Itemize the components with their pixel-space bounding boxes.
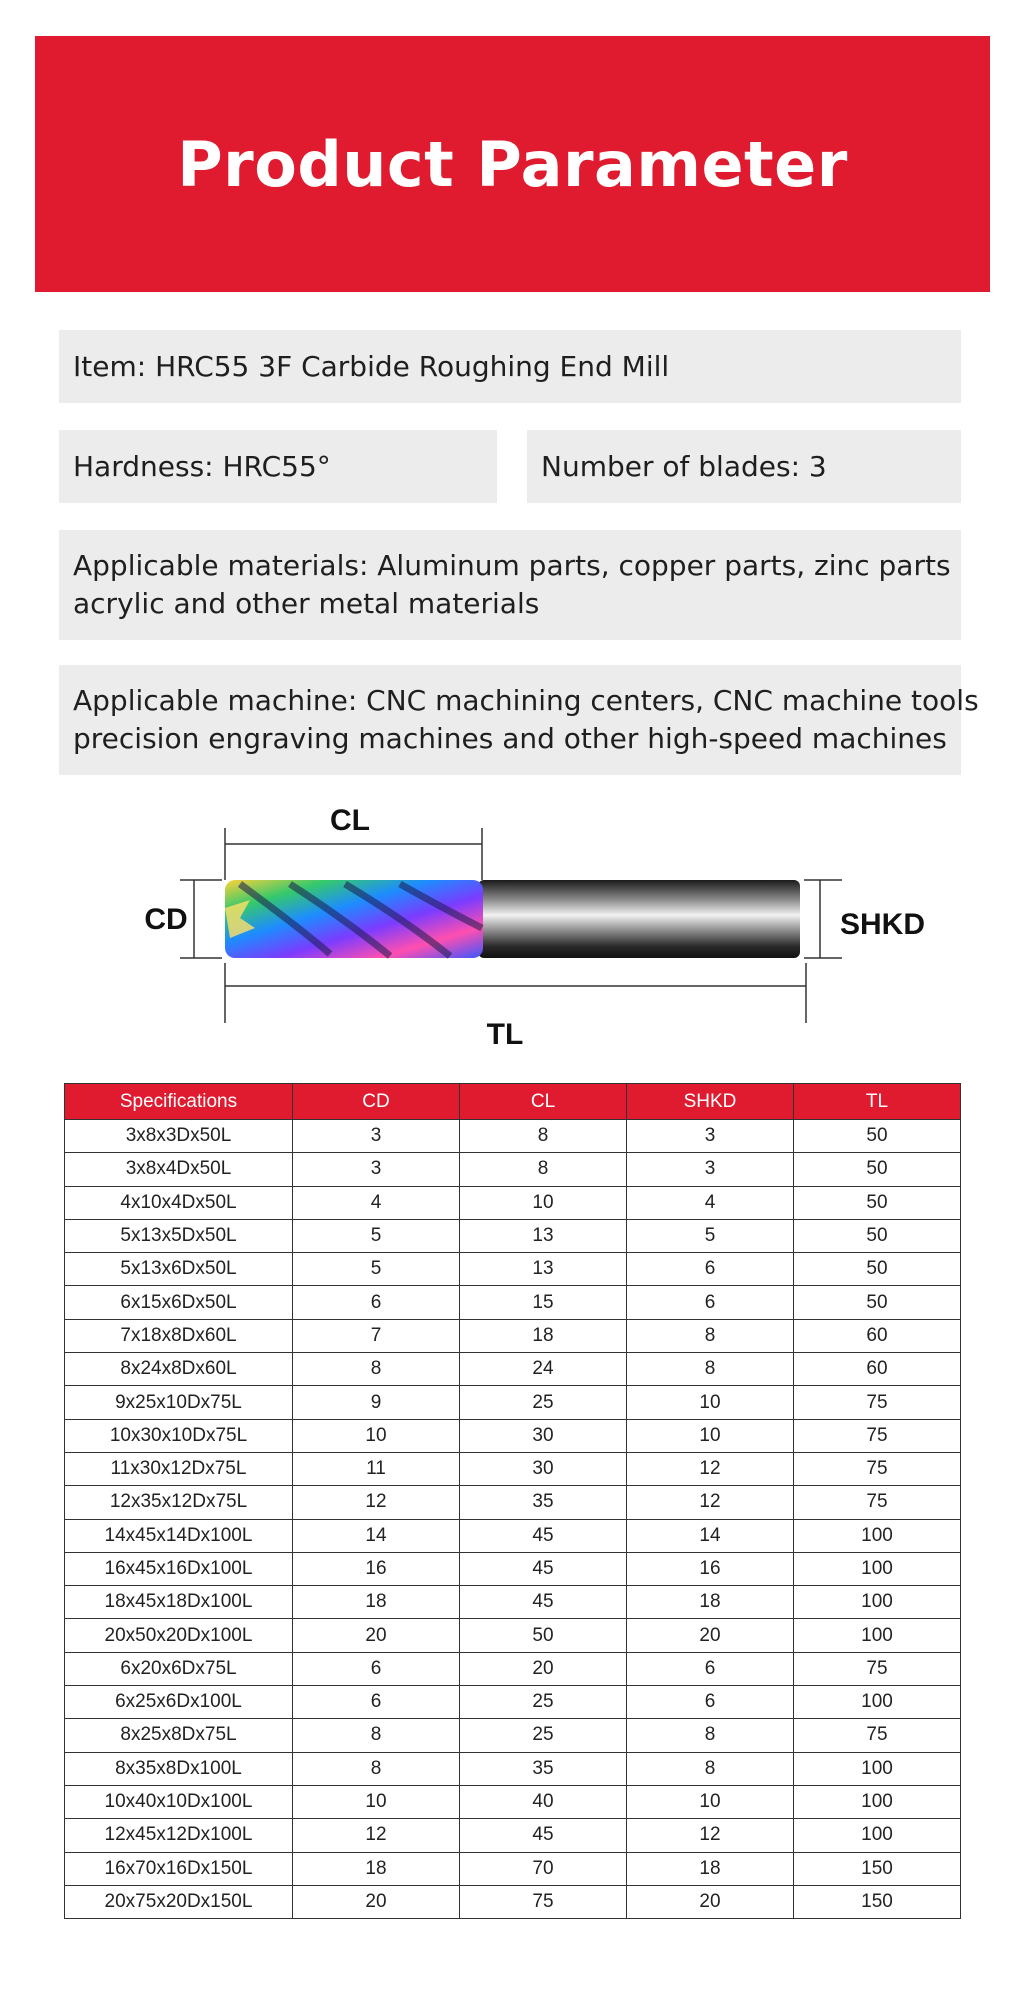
cell-tl: 50 xyxy=(794,1153,961,1186)
cell-shkd: 6 xyxy=(627,1286,794,1319)
cell-shkd: 20 xyxy=(627,1619,794,1652)
cell-shkd: 8 xyxy=(627,1752,794,1785)
table-row xyxy=(65,1885,961,1918)
cell-spec: 16x45x16Dx100L xyxy=(65,1552,293,1585)
cell-cl: 15 xyxy=(460,1286,627,1319)
cell-tl: 100 xyxy=(794,1519,961,1552)
cell-tl: 75 xyxy=(794,1419,961,1452)
cell-cd: 20 xyxy=(293,1619,460,1652)
cell-shkd: 10 xyxy=(627,1386,794,1419)
cell-cl: 24 xyxy=(460,1353,627,1386)
item-text: Item: HRC55 3F Carbide Roughing End Mill xyxy=(73,349,670,383)
blades-text: Number of blades: 3 xyxy=(541,449,827,483)
cell-cd: 6 xyxy=(293,1286,460,1319)
cell-cd: 20 xyxy=(293,1885,460,1918)
cell-cl: 10 xyxy=(460,1186,627,1219)
cell-cd: 12 xyxy=(293,1486,460,1519)
cell-spec: 12x45x12Dx100L xyxy=(65,1819,293,1852)
cell-cd: 8 xyxy=(293,1353,460,1386)
table-row xyxy=(65,1652,961,1685)
materials-line-2: acrylic and other metal materials xyxy=(73,587,540,620)
cell-tl: 75 xyxy=(794,1486,961,1519)
cell-spec: 9x25x10Dx75L xyxy=(65,1386,293,1419)
cell-tl: 100 xyxy=(794,1552,961,1585)
table-row xyxy=(65,1586,961,1619)
table-row xyxy=(65,1486,961,1519)
cell-tl: 75 xyxy=(794,1452,961,1485)
cell-cl: 75 xyxy=(460,1885,627,1918)
cell-cl: 30 xyxy=(460,1452,627,1485)
cell-shkd: 8 xyxy=(627,1719,794,1752)
shank xyxy=(478,880,800,958)
cell-tl: 50 xyxy=(794,1253,961,1286)
cell-tl: 100 xyxy=(794,1586,961,1619)
cell-cl: 45 xyxy=(460,1552,627,1585)
end-mill-dimension-diagram xyxy=(130,808,850,1058)
header-specifications: Specifications xyxy=(65,1084,293,1120)
cell-spec: 16x70x16Dx150L xyxy=(65,1852,293,1885)
cell-cl: 45 xyxy=(460,1519,627,1552)
cell-spec: 8x35x8Dx100L xyxy=(65,1752,293,1785)
materials-panel xyxy=(59,530,961,640)
table-row xyxy=(65,1719,961,1752)
table-row xyxy=(65,1819,961,1852)
cell-spec: 10x30x10Dx75L xyxy=(65,1419,293,1452)
cell-shkd: 10 xyxy=(627,1419,794,1452)
cell-spec: 10x40x10Dx100L xyxy=(65,1785,293,1818)
cell-tl: 100 xyxy=(794,1752,961,1785)
cell-spec: 18x45x18Dx100L xyxy=(65,1586,293,1619)
cell-cd: 18 xyxy=(293,1852,460,1885)
cell-spec: 3x8x4Dx50L xyxy=(65,1153,293,1186)
cell-shkd: 12 xyxy=(627,1486,794,1519)
cell-spec: 11x30x12Dx75L xyxy=(65,1452,293,1485)
cell-cd: 5 xyxy=(293,1219,460,1252)
cell-cl: 25 xyxy=(460,1386,627,1419)
machine-line-2: precision engraving machines and other high-speed machines xyxy=(73,722,947,755)
cell-spec: 3x8x3Dx50L xyxy=(65,1120,293,1153)
cell-tl: 75 xyxy=(794,1386,961,1419)
cell-cl: 30 xyxy=(460,1419,627,1452)
cell-spec: 14x45x14Dx100L xyxy=(65,1519,293,1552)
table-row xyxy=(65,1519,961,1552)
cell-shkd: 12 xyxy=(627,1452,794,1485)
tl-label: TL xyxy=(486,1018,524,1051)
item-panel xyxy=(59,330,961,403)
cell-spec: 6x25x6Dx100L xyxy=(65,1686,293,1719)
specifications-table xyxy=(64,1083,961,1919)
cell-spec: 12x35x12Dx75L xyxy=(65,1486,293,1519)
table-row xyxy=(65,1153,961,1186)
cell-cd: 8 xyxy=(293,1752,460,1785)
cell-cl: 35 xyxy=(460,1486,627,1519)
cell-cl: 20 xyxy=(460,1652,627,1685)
cell-spec: 6x20x6Dx75L xyxy=(65,1652,293,1685)
table-row xyxy=(65,1785,961,1818)
cell-cl: 25 xyxy=(460,1719,627,1752)
cell-cd: 3 xyxy=(293,1153,460,1186)
cell-spec: 4x10x4Dx50L xyxy=(65,1186,293,1219)
table-row xyxy=(65,1219,961,1252)
cell-tl: 50 xyxy=(794,1219,961,1252)
table-row xyxy=(65,1319,961,1352)
cell-cl: 45 xyxy=(460,1819,627,1852)
cell-tl: 50 xyxy=(794,1186,961,1219)
cell-cl: 45 xyxy=(460,1586,627,1619)
cell-shkd: 6 xyxy=(627,1652,794,1685)
cell-cd: 6 xyxy=(293,1652,460,1685)
cell-spec: 8x25x8Dx75L xyxy=(65,1719,293,1752)
cell-tl: 75 xyxy=(794,1652,961,1685)
cell-cd: 10 xyxy=(293,1785,460,1818)
cell-cd: 5 xyxy=(293,1253,460,1286)
cell-shkd: 3 xyxy=(627,1153,794,1186)
blades-panel xyxy=(527,430,961,503)
cell-tl: 60 xyxy=(794,1353,961,1386)
table-row xyxy=(65,1852,961,1885)
cell-cd: 4 xyxy=(293,1186,460,1219)
cell-tl: 100 xyxy=(794,1619,961,1652)
cell-shkd: 20 xyxy=(627,1885,794,1918)
cell-cd: 14 xyxy=(293,1519,460,1552)
cell-shkd: 8 xyxy=(627,1353,794,1386)
materials-line-1: Applicable materials: Aluminum parts, copper parts, zinc parts xyxy=(73,549,951,582)
table-row xyxy=(65,1286,961,1319)
hardness-text: Hardness: HRC55° xyxy=(73,449,331,483)
cell-shkd: 8 xyxy=(627,1319,794,1352)
cell-shkd: 6 xyxy=(627,1253,794,1286)
cell-spec: 20x50x20Dx100L xyxy=(65,1619,293,1652)
cell-spec: 5x13x5Dx50L xyxy=(65,1219,293,1252)
machine-panel xyxy=(59,665,979,775)
cell-shkd: 16 xyxy=(627,1552,794,1585)
cell-cd: 3 xyxy=(293,1120,460,1153)
header-cl: CL xyxy=(460,1084,627,1120)
cell-shkd: 14 xyxy=(627,1519,794,1552)
cell-cl: 50 xyxy=(460,1619,627,1652)
table-row xyxy=(65,1752,961,1785)
cell-cl: 8 xyxy=(460,1153,627,1186)
table-row xyxy=(65,1386,961,1419)
cell-cl: 25 xyxy=(460,1686,627,1719)
machine-line-1: Applicable machine: CNC machining centers, CNC machine tools xyxy=(73,684,979,717)
table-row xyxy=(65,1419,961,1452)
cell-cd: 16 xyxy=(293,1552,460,1585)
table-row xyxy=(65,1120,961,1153)
cell-tl: 150 xyxy=(794,1852,961,1885)
hardness-panel xyxy=(59,430,497,503)
cell-spec: 20x75x20Dx150L xyxy=(65,1885,293,1918)
cell-cd: 7 xyxy=(293,1319,460,1352)
cell-shkd: 10 xyxy=(627,1785,794,1818)
cell-cl: 13 xyxy=(460,1253,627,1286)
cd-label: CD xyxy=(144,903,188,936)
cell-shkd: 5 xyxy=(627,1219,794,1252)
cell-cd: 8 xyxy=(293,1719,460,1752)
cell-tl: 50 xyxy=(794,1286,961,1319)
cell-cd: 10 xyxy=(293,1419,460,1452)
cell-cl: 35 xyxy=(460,1752,627,1785)
cell-shkd: 18 xyxy=(627,1586,794,1619)
cell-cl: 8 xyxy=(460,1120,627,1153)
shkd-label: SHKD xyxy=(840,908,926,941)
title-banner xyxy=(35,36,990,292)
cell-cd: 12 xyxy=(293,1819,460,1852)
cell-cd: 11 xyxy=(293,1452,460,1485)
cell-shkd: 12 xyxy=(627,1819,794,1852)
cell-shkd: 18 xyxy=(627,1852,794,1885)
cell-spec: 6x15x6Dx50L xyxy=(65,1286,293,1319)
cell-spec: 7x18x8Dx60L xyxy=(65,1319,293,1352)
table-row xyxy=(65,1452,961,1485)
cell-cl: 40 xyxy=(460,1785,627,1818)
cell-tl: 100 xyxy=(794,1686,961,1719)
table-row xyxy=(65,1619,961,1652)
cell-shkd: 3 xyxy=(627,1120,794,1153)
table-row xyxy=(65,1186,961,1219)
cell-cl: 18 xyxy=(460,1319,627,1352)
cell-tl: 60 xyxy=(794,1319,961,1352)
cell-spec: 8x24x8Dx60L xyxy=(65,1353,293,1386)
page-title: Product Parameter xyxy=(177,127,848,201)
table-row xyxy=(65,1353,961,1386)
cell-tl: 50 xyxy=(794,1120,961,1153)
table-row xyxy=(65,1686,961,1719)
cell-tl: 100 xyxy=(794,1819,961,1852)
header-tl: TL xyxy=(794,1084,961,1120)
cell-spec: 5x13x6Dx50L xyxy=(65,1253,293,1286)
cell-cl: 13 xyxy=(460,1219,627,1252)
cell-shkd: 4 xyxy=(627,1186,794,1219)
table-row xyxy=(65,1253,961,1286)
table-row xyxy=(65,1552,961,1585)
cl-label: CL xyxy=(330,808,370,837)
cell-cl: 70 xyxy=(460,1852,627,1885)
cell-cd: 6 xyxy=(293,1686,460,1719)
cell-shkd: 6 xyxy=(627,1686,794,1719)
cell-tl: 150 xyxy=(794,1885,961,1918)
header-cd: CD xyxy=(293,1084,460,1120)
cell-tl: 75 xyxy=(794,1719,961,1752)
table-body xyxy=(65,1120,961,1919)
cell-cd: 18 xyxy=(293,1586,460,1619)
cell-cd: 9 xyxy=(293,1386,460,1419)
cell-tl: 100 xyxy=(794,1785,961,1818)
table-header-row xyxy=(65,1084,961,1120)
header-shkd: SHKD xyxy=(627,1084,794,1120)
